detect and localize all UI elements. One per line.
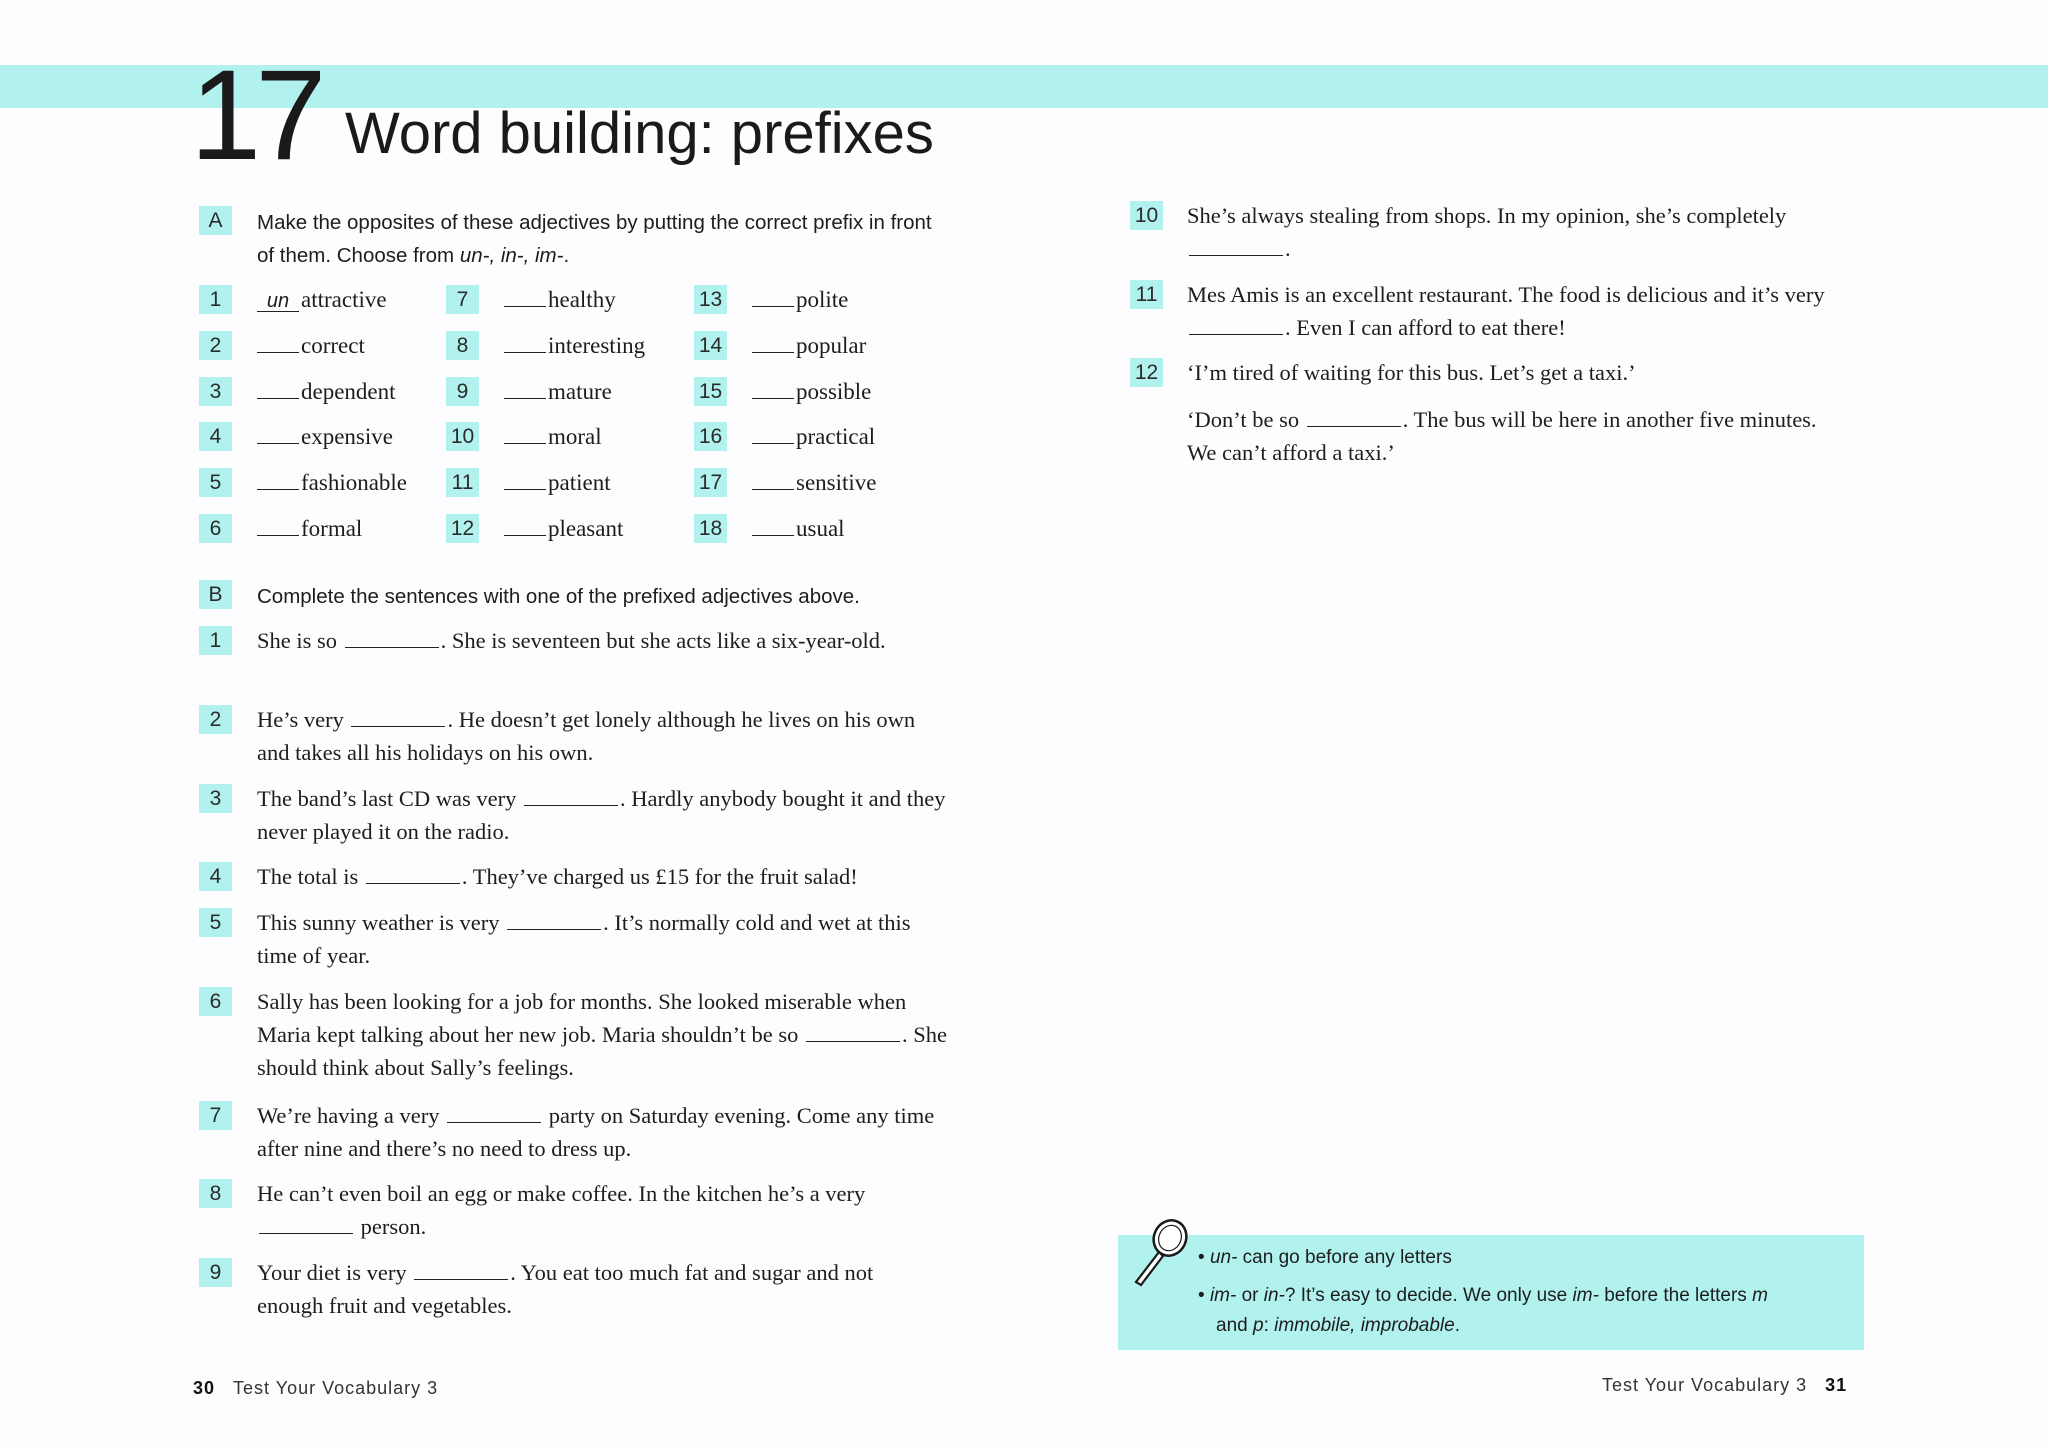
sentence-number: 4 (199, 862, 232, 891)
sentence-text-after: . Hardly anybody bought it and they never played it on the radio. (257, 786, 946, 844)
word-item (257, 514, 362, 543)
sentence-text-before: We’re having a very (257, 1103, 446, 1128)
sentence-text-before: He can’t even boil an egg or make coffee. In the kitchen he’s a very (257, 1181, 866, 1206)
adjective: usual (796, 516, 845, 541)
answer-blank[interactable] (1307, 408, 1401, 427)
reply-text-after: . The bus will be here in another five minutes. We can’t afford a taxi.’ (1187, 407, 1817, 465)
sentence-text-after: . It’s normally cold and wet at this time of year. (257, 910, 911, 968)
prefix-blank[interactable] (752, 288, 794, 307)
sentence-text-before: The band’s last CD was very (257, 786, 522, 811)
sentence-number: 8 (199, 1179, 232, 1208)
sentence-text-after: person. (355, 1214, 427, 1239)
sentence-text-before: This sunny weather is very (257, 910, 506, 935)
item-number: 11 (446, 468, 479, 497)
sentence-number: 6 (199, 987, 232, 1016)
item-number: 15 (694, 377, 727, 406)
item-number: 17 (694, 468, 727, 497)
adjective: moral (548, 424, 602, 449)
footer-right: Test Your Vocabulary 3 31 (1602, 1375, 1848, 1395)
item-number: 16 (694, 422, 727, 451)
sentence-number: 3 (199, 784, 232, 813)
prefix-blank[interactable] (257, 334, 299, 353)
sentence-text-before: She is so (257, 628, 343, 653)
answer-blank[interactable] (507, 911, 601, 930)
prefix-blank[interactable] (257, 380, 299, 399)
sentence-text-before: ‘I’m tired of waiting for this bus. Let’s get a taxi.’ (1187, 360, 1636, 385)
sentence-text-before: Your diet is very (257, 1260, 413, 1285)
sentence (257, 782, 947, 848)
prefix-blank[interactable] (504, 334, 546, 353)
section-b-instruction: Complete the sentences with one of the prefixed adjectives above. (257, 585, 860, 608)
sentence-text-before: She’s always stealing from shops. In my opinion, she’s completely (1187, 203, 1787, 228)
sentence-text-after: . He doesn’t get lonely although he lives on his own and takes all his holidays on his own. (257, 707, 916, 765)
sentence (1187, 199, 1867, 265)
sentence-number: 2 (199, 705, 232, 734)
footer-left: 30 Test Your Vocabulary 3 (193, 1378, 439, 1398)
word-item (257, 422, 393, 451)
sentence (257, 1099, 947, 1165)
sentence (257, 1177, 927, 1243)
sentence-text-after: . She should think about Sally’s feelings. (257, 1022, 947, 1080)
magnifying-glass-icon (1128, 1214, 1194, 1288)
adjective: popular (796, 333, 867, 358)
sentence-number: 10 (1130, 201, 1163, 230)
tip-line-3: and p: immobile, improbable. (1216, 1315, 1460, 1336)
answer-blank[interactable] (351, 708, 445, 727)
prefix-blank[interactable] (504, 288, 546, 307)
sentence-text-after: . Even I can afford to eat there! (1285, 315, 1566, 340)
item-number: 14 (694, 331, 727, 360)
section-a-label: A (199, 206, 232, 235)
sentence-text-before: Mes Amis is an excellent restaurant. The food is delicious and it’s very (1187, 282, 1825, 307)
prefix-blank[interactable] (752, 334, 794, 353)
answer-blank[interactable] (345, 629, 439, 648)
section-b-label: B (199, 580, 232, 609)
item-number: 6 (199, 514, 232, 543)
prefix-blank[interactable] (257, 425, 299, 444)
adjective: mature (548, 379, 612, 404)
adjective: interesting (548, 333, 646, 358)
answer-blank[interactable] (414, 1261, 508, 1280)
word-item (504, 331, 645, 360)
sentence (257, 1256, 927, 1322)
adjective: correct (301, 333, 365, 358)
prefix-blank[interactable] (752, 471, 794, 490)
word-item (257, 468, 407, 497)
adjective: pleasant (548, 516, 624, 541)
prefix-blank[interactable] (504, 380, 546, 399)
sentence-text-after: party on Saturday evening. Come any time after nine and there’s no need to dress up. (257, 1103, 935, 1161)
word-item (752, 377, 871, 406)
adjective: attractive (301, 287, 387, 312)
answer-blank[interactable] (1189, 316, 1283, 335)
adjective: fashionable (301, 470, 408, 495)
prefix-blank[interactable] (752, 425, 794, 444)
sentence (257, 624, 927, 657)
sentence (257, 703, 947, 769)
sentence (257, 985, 947, 1084)
answer-blank[interactable] (259, 1215, 353, 1234)
adjective: dependent (301, 379, 396, 404)
tip-line-1: • un- can go before any letters (1198, 1247, 1452, 1268)
item-number: 18 (694, 514, 727, 543)
reply-text-before: ‘Don’t be so (1187, 407, 1305, 432)
adjective: healthy (548, 287, 616, 312)
word-item (504, 377, 612, 406)
item-number: 12 (446, 514, 479, 543)
item-number: 5 (199, 468, 232, 497)
item-number: 4 (199, 422, 232, 451)
answer-blank[interactable] (524, 787, 618, 806)
item-number: 7 (446, 285, 479, 314)
word-item (752, 514, 845, 543)
word-item (752, 468, 877, 497)
sentence-text-after: . You eat too much fat and sugar and not enough fruit and vegetables. (257, 1260, 874, 1318)
prefix-blank[interactable] (257, 471, 299, 490)
prefix-blank[interactable] (257, 517, 299, 536)
answer-blank[interactable] (366, 865, 460, 884)
adjective: possible (796, 379, 872, 404)
sentence (1187, 356, 1867, 389)
adjective: practical (796, 424, 876, 449)
sentence-number: 1 (199, 626, 232, 655)
item-number: 2 (199, 331, 232, 360)
word-item (752, 422, 875, 451)
answer-blank[interactable] (1189, 237, 1283, 256)
sentence-number: 12 (1130, 358, 1163, 387)
adjective: sensitive (796, 470, 877, 495)
adjective: expensive (301, 424, 393, 449)
item-number: 10 (446, 422, 479, 451)
answer-blank[interactable] (447, 1104, 541, 1123)
adjective: formal (301, 516, 363, 541)
item-number: 13 (694, 285, 727, 314)
word-item (752, 285, 848, 314)
prefix-blank[interactable] (504, 425, 546, 444)
answer-blank[interactable] (806, 1023, 900, 1042)
sentence-text-before: The total is (257, 864, 364, 889)
sentence (1187, 278, 1867, 344)
sentence-text-before: He’s very (257, 707, 350, 732)
word-item (752, 331, 866, 360)
prefix-blank[interactable] (504, 517, 546, 536)
sentence-number: 5 (199, 908, 232, 937)
word-item (257, 331, 365, 360)
word-item (504, 422, 602, 451)
adjective: polite (796, 287, 849, 312)
word-item (504, 285, 616, 314)
prefix-blank[interactable] (752, 517, 794, 536)
prefix-blank[interactable] (752, 380, 794, 399)
section-a-instruction: Make the opposites of these adjectives by putting the correct prefix in front of them. Choose from un-, in-, im-. (257, 211, 932, 267)
item-number: 9 (446, 377, 479, 406)
sentence-text-before: Sally has been looking for a job for months. She looked miserable when Maria kept talking about her new job. Maria shouldn’t be so (257, 989, 907, 1047)
sentence-number: 7 (199, 1101, 232, 1130)
example-answer: un (257, 291, 299, 312)
word-item (504, 468, 611, 497)
sentence-number: 11 (1130, 280, 1163, 309)
word-item (257, 285, 387, 314)
sentence-text-after: . She is seventeen but she acts like a six-year-old. (440, 628, 886, 653)
page-title: Word building: prefixes (345, 101, 934, 166)
sentence-12-reply (1187, 403, 1827, 469)
adjective: patient (548, 470, 611, 495)
word-item (257, 377, 396, 406)
unit-number: 17 (190, 44, 321, 187)
sentence (257, 906, 937, 972)
item-number: 1 (199, 285, 232, 314)
tip-line-2: • im- or in-? It’s easy to decide. We only use im- before the letters m (1198, 1285, 1768, 1306)
item-number: 8 (446, 331, 479, 360)
sentence (257, 860, 947, 893)
prefix-blank[interactable] (504, 471, 546, 490)
sentence-text-after: . (1285, 236, 1291, 261)
word-item (504, 514, 623, 543)
sentence-number: 9 (199, 1258, 232, 1287)
sentence-text-after: . They’ve charged us £15 for the fruit salad! (461, 864, 858, 889)
item-number: 3 (199, 377, 232, 406)
